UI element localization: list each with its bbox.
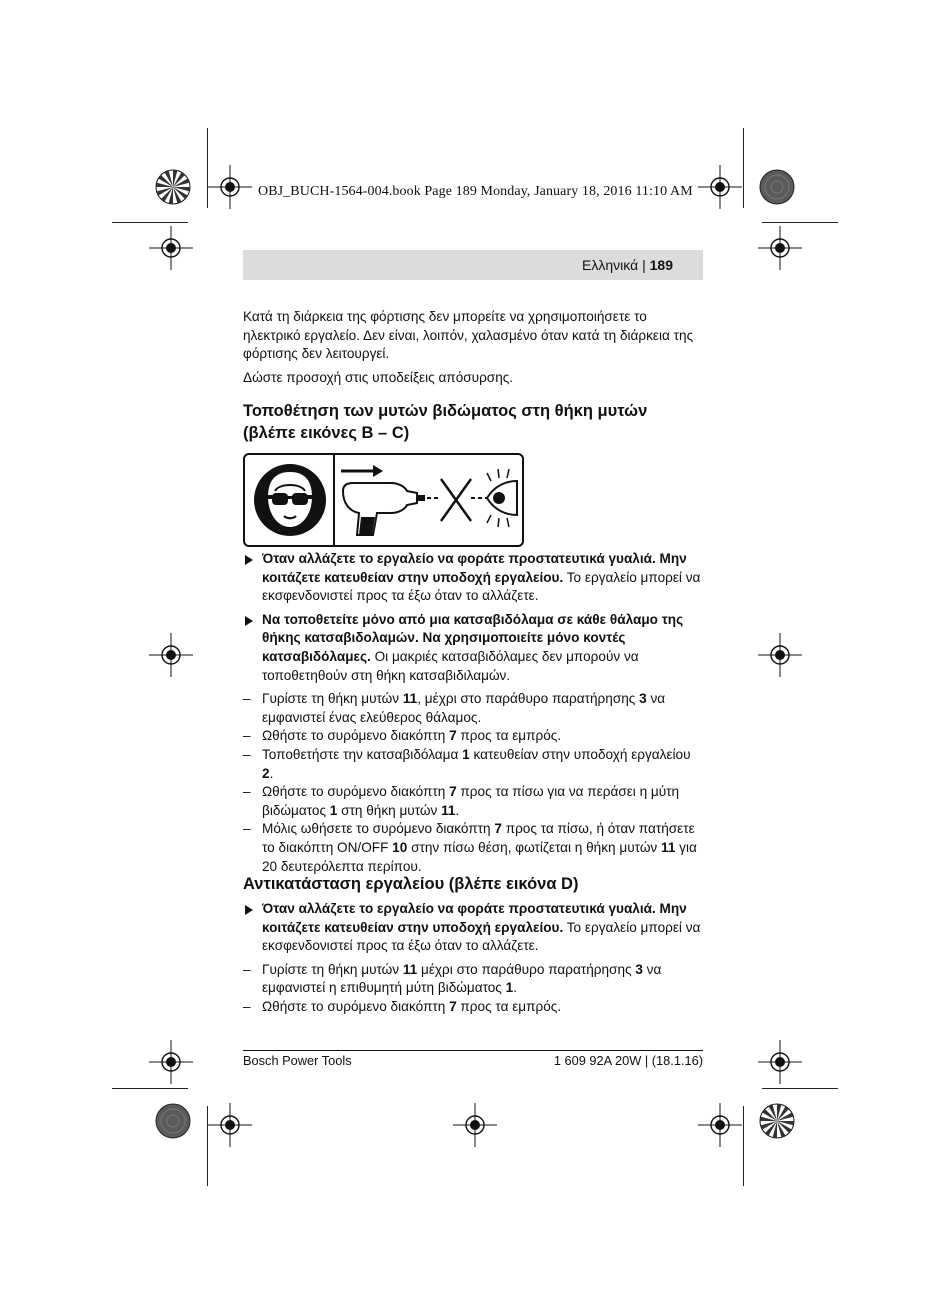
step-text: . — [455, 802, 460, 818]
bullet-triangle-icon — [245, 555, 253, 565]
step-text: να εμφανιστεί ένας ελεύθερος θάλαμος. — [262, 691, 666, 725]
warning-bold-text: Όταν αλλάζετε το εργαλείο να φοράτε προστατευτικά γυαλιά. Μην κοιτάζετε κατευθείαν στην υποδοχή εργαλείου. — [262, 901, 687, 935]
step-text: προς τα εμπρός. — [456, 998, 562, 1014]
warning-text: Το εργαλείο μπορεί να εκσφενδονιστεί προς τα έξω όταν το αλλάζετε. — [262, 569, 701, 604]
warning-item — [243, 900, 705, 956]
step-ref: 10 — [392, 839, 408, 855]
step-item — [243, 783, 705, 820]
step-ref: 11 — [402, 691, 418, 707]
section1-body — [243, 550, 705, 876]
warning-text: Οι μακριές κατσαβιδόλαμες δεν μπορούν να τοποθετηθούν στη θήκη κατσαβιδιλαμών. — [262, 648, 639, 683]
step-text: Τοποθετήστε την κατσαβιδόλαμα — [262, 746, 463, 762]
warning-bold-text: Να τοποθετείτε μόνο από μια κατσαβιδόλαμα σε κάθε θάλαμο της θήκης κατσαβιδολαμών. Να χρησιμοποιείτε μόνο κοντές κατσαβιδόλαμες. — [262, 611, 684, 664]
header-text — [582, 257, 673, 273]
section2-body — [243, 900, 705, 1017]
bullet-triangle-icon — [245, 616, 253, 626]
step-ref: 11 — [441, 802, 456, 818]
section-title-line: Τοποθέτηση των μυτών βιδώματος στη θήκη μυτών — [243, 402, 648, 420]
step-ref: 11 — [661, 839, 676, 855]
step-ref: 2 — [262, 765, 270, 781]
step-item — [243, 690, 705, 727]
step-text: προς τα πίσω, ή όταν πατήσετε το διακόπτη ON/OFF — [262, 821, 695, 855]
bullet-triangle-icon — [245, 905, 253, 915]
page-number: 189 — [649, 257, 673, 273]
section-title-line: (βλέπε εικόνες B – C) — [243, 424, 410, 442]
safety-pictogram-box — [243, 453, 524, 547]
step-text: μέχρι στο παράθυρο παρατήρησης — [417, 961, 636, 977]
section-heading — [243, 400, 705, 444]
step-text: Μόλις ωθήσετε το συρόμενο διακόπτη — [262, 821, 495, 837]
section-title: Αντικατάσταση εργαλείου (βλέπε εικόνα D) — [243, 875, 579, 893]
step-ref: 3 — [639, 691, 647, 707]
dash-marker: – — [243, 691, 251, 707]
step-ref: 3 — [635, 961, 643, 977]
section2-heading — [243, 873, 705, 895]
dash-marker: – — [243, 746, 251, 762]
footer-brand: Bosch Power Tools — [243, 1053, 352, 1068]
dash-marker: – — [243, 728, 251, 744]
step-text: Ωθήστε το συρόμενο διακόπτη — [262, 998, 450, 1014]
dash-marker: – — [243, 821, 251, 837]
header-language: Ελληνικά — [582, 257, 639, 273]
warning-text: Το εργαλείο μπορεί να εκσφενδονιστεί προς τα έξω όταν το αλλάζετε. — [262, 919, 701, 954]
step-ref: 11 — [402, 961, 418, 977]
dash-marker: – — [243, 961, 251, 977]
pictogram-divider — [333, 455, 335, 545]
step-text: , μέχρι στο παράθυρο παρατήρησης — [417, 691, 640, 707]
intro-block — [243, 308, 705, 387]
step-text: να εμφανιστεί η επιθυμητή μύτη βιδώματος — [262, 961, 662, 996]
drill-eye-warning-icon — [337, 459, 521, 543]
step-ref: 7 — [449, 998, 457, 1014]
step-item — [243, 820, 705, 876]
step-item — [243, 961, 705, 998]
step-text: Γυρίστε τη θήκη μυτών — [262, 691, 403, 707]
step-text: προς τα πίσω για να περάσει η μύτη βιδώματος — [262, 784, 680, 818]
step-text: Ωθήστε το συρόμενο διακόπτη — [262, 784, 450, 800]
intro-paragraph: Δώστε προσοχή στις υποδείξεις απόσυρσης. — [243, 369, 514, 385]
footer-rule — [243, 1050, 703, 1051]
step-text: προς τα εμπρός. — [456, 728, 562, 744]
warning-item — [243, 611, 705, 685]
step-text: Γυρίστε τη θήκη μυτών — [262, 961, 403, 977]
step-ref: 1 — [329, 802, 338, 818]
step-item — [243, 727, 705, 746]
step-text: Ωθήστε το συρόμενο διακόπτη — [262, 728, 450, 744]
warning-item — [243, 550, 705, 606]
dash-marker: – — [243, 998, 251, 1014]
step-text: στη θήκη μυτών — [337, 802, 442, 818]
warning-bold-text: Όταν αλλάζετε το εργαλείο να φοράτε προστατευτικά γυαλιά. Μην κοιτάζετε κατευθείαν στην υποδοχή εργαλείου. — [262, 551, 687, 585]
footer-doc-number: 1 609 92A 20W | (18.1.16) — [553, 1053, 703, 1068]
step-text: . — [513, 980, 517, 996]
step-text: . — [269, 765, 274, 781]
book-info-line: OBJ_BUCH-1564-004.book Page 189 Monday, January 18, 2016 11:10 AM — [258, 184, 693, 199]
step-ref: 7 — [494, 821, 502, 837]
step-text: για 20 δευτερόλεπτα περίπου. — [262, 839, 697, 874]
intro-paragraph: Κατά τη διάρκεια της φόρτισης δεν μπορείτε να χρησιμοποιήσετε το ηλεκτρικό εργαλείο. Δεν είναι, λοιπόν, χαλασμένο όταν κατά τη διάρκεια της φόρτισης δεν λειτουργεί. — [243, 309, 694, 362]
step-ref: 1 — [505, 980, 514, 996]
step-ref: 1 — [462, 746, 470, 762]
step-item — [243, 746, 705, 783]
dash-marker: – — [243, 784, 251, 800]
step-text: κατευθείαν στην υποδοχή εργαλείου — [469, 746, 691, 762]
step-ref: 7 — [449, 784, 457, 800]
header-separator: | — [642, 257, 646, 273]
page-header — [243, 250, 703, 280]
step-item — [243, 998, 705, 1017]
step-text: στην πίσω θέση, φωτίζεται η θήκη μυτών — [407, 839, 662, 855]
safety-goggles-icon — [253, 463, 327, 537]
step-ref: 7 — [449, 728, 457, 744]
